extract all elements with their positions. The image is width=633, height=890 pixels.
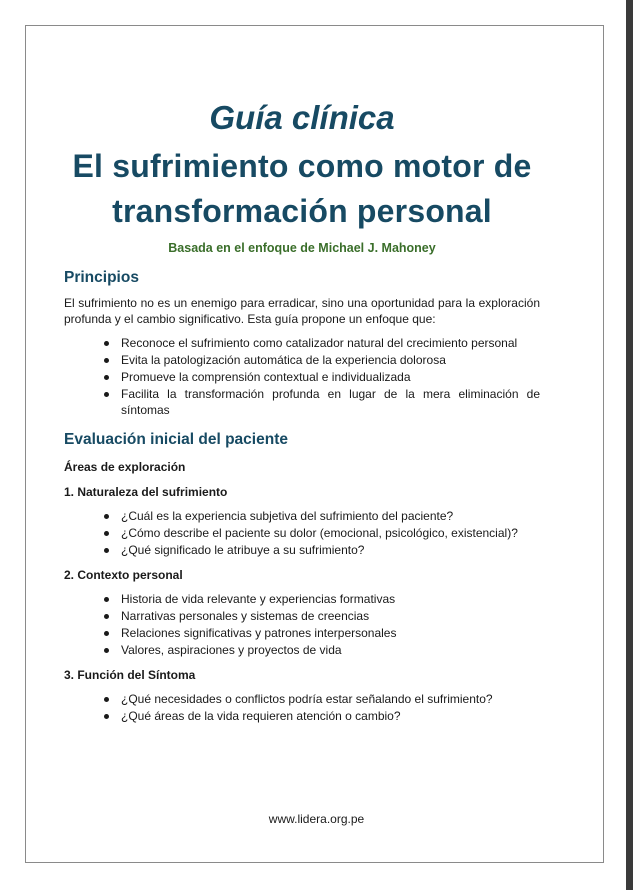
document-content <box>64 96 540 725</box>
list-item <box>121 335 540 351</box>
list-item <box>121 625 540 641</box>
footer-url[interactable]: www.lidera.org.pe <box>268 812 365 826</box>
principles-heading: Principios <box>64 269 139 286</box>
bullet-icon <box>104 597 109 602</box>
principles-intro: El sufrimiento no es un enemigo para erradicar, sino una oportunidad para la exploración profunda y el cambio significativo. Esta guía propone un enfoque que: <box>64 296 540 326</box>
bullet-icon <box>104 514 109 519</box>
list-item-text: ¿Cómo describe el paciente su dolor (emocional, psicológico, existencial)? <box>121 526 518 540</box>
list-item <box>121 508 540 524</box>
list-item-text: Evita la patologización automática de la experiencia dolorosa <box>121 353 446 367</box>
bullet-icon <box>104 631 109 636</box>
bullet-icon <box>104 341 109 346</box>
list-item-text: Valores, aspiraciones y proyectos de vida <box>121 643 342 657</box>
bullet-icon <box>104 531 109 536</box>
list-item-text: ¿Qué significado le atribuye a su sufrimiento? <box>121 543 365 557</box>
list-item-text: Relaciones significativas y patrones interpersonales <box>121 626 397 640</box>
list-item <box>121 708 540 724</box>
list-item <box>121 642 540 658</box>
bullet-icon <box>104 392 109 397</box>
list-item-text: Promueve la comprensión contextual e individualizada <box>121 370 411 384</box>
bullet-icon <box>104 714 109 719</box>
document-title: El sufrimiento como motor de transformación personal <box>72 148 532 229</box>
list-item <box>121 591 540 607</box>
list-item-text: Facilita la transformación profunda en lugar de la mera eliminación de síntomas <box>121 387 540 417</box>
list-item-text: ¿Cuál es la experiencia subjetiva del sufrimiento del paciente? <box>121 509 454 523</box>
bullet-icon <box>104 375 109 380</box>
list-item <box>121 369 540 385</box>
bullet-icon <box>104 697 109 702</box>
areas-label: Áreas de exploración <box>64 460 186 474</box>
list-item-text: ¿Qué áreas de la vida requieren atención o cambio? <box>121 709 401 723</box>
list-item <box>121 542 540 558</box>
document-subtitle: Guía clínica <box>209 99 395 136</box>
section-title: 1. Naturaleza del sufrimiento <box>64 485 228 499</box>
list-item <box>121 352 540 368</box>
section-title: 2. Contexto personal <box>64 568 183 582</box>
window-edge <box>626 0 633 890</box>
section-list <box>64 508 540 558</box>
list-item <box>121 608 540 624</box>
list-item-text: Narrativas personales y sistemas de creencias <box>121 609 370 623</box>
evaluation-heading: Evaluación inicial del paciente <box>64 431 288 448</box>
list-item-text: Historia de vida relevante y experiencias formativas <box>121 592 396 606</box>
section-list <box>64 691 540 724</box>
bullet-icon <box>104 358 109 363</box>
bullet-icon <box>104 648 109 653</box>
principles-list <box>64 335 540 418</box>
list-item-text: Reconoce el sufrimiento como catalizador natural del crecimiento personal <box>121 336 518 350</box>
based-on-line: Basada en el enfoque de Michael J. Mahoney <box>168 241 436 255</box>
section-title: 3. Función del Síntoma <box>64 668 196 682</box>
section-list <box>64 591 540 658</box>
list-item <box>121 386 540 418</box>
list-item-text: ¿Qué necesidades o conflictos podría estar señalando el sufrimiento? <box>121 692 493 706</box>
bullet-icon <box>104 548 109 553</box>
bullet-icon <box>104 614 109 619</box>
list-item <box>121 525 540 541</box>
list-item <box>121 691 540 707</box>
